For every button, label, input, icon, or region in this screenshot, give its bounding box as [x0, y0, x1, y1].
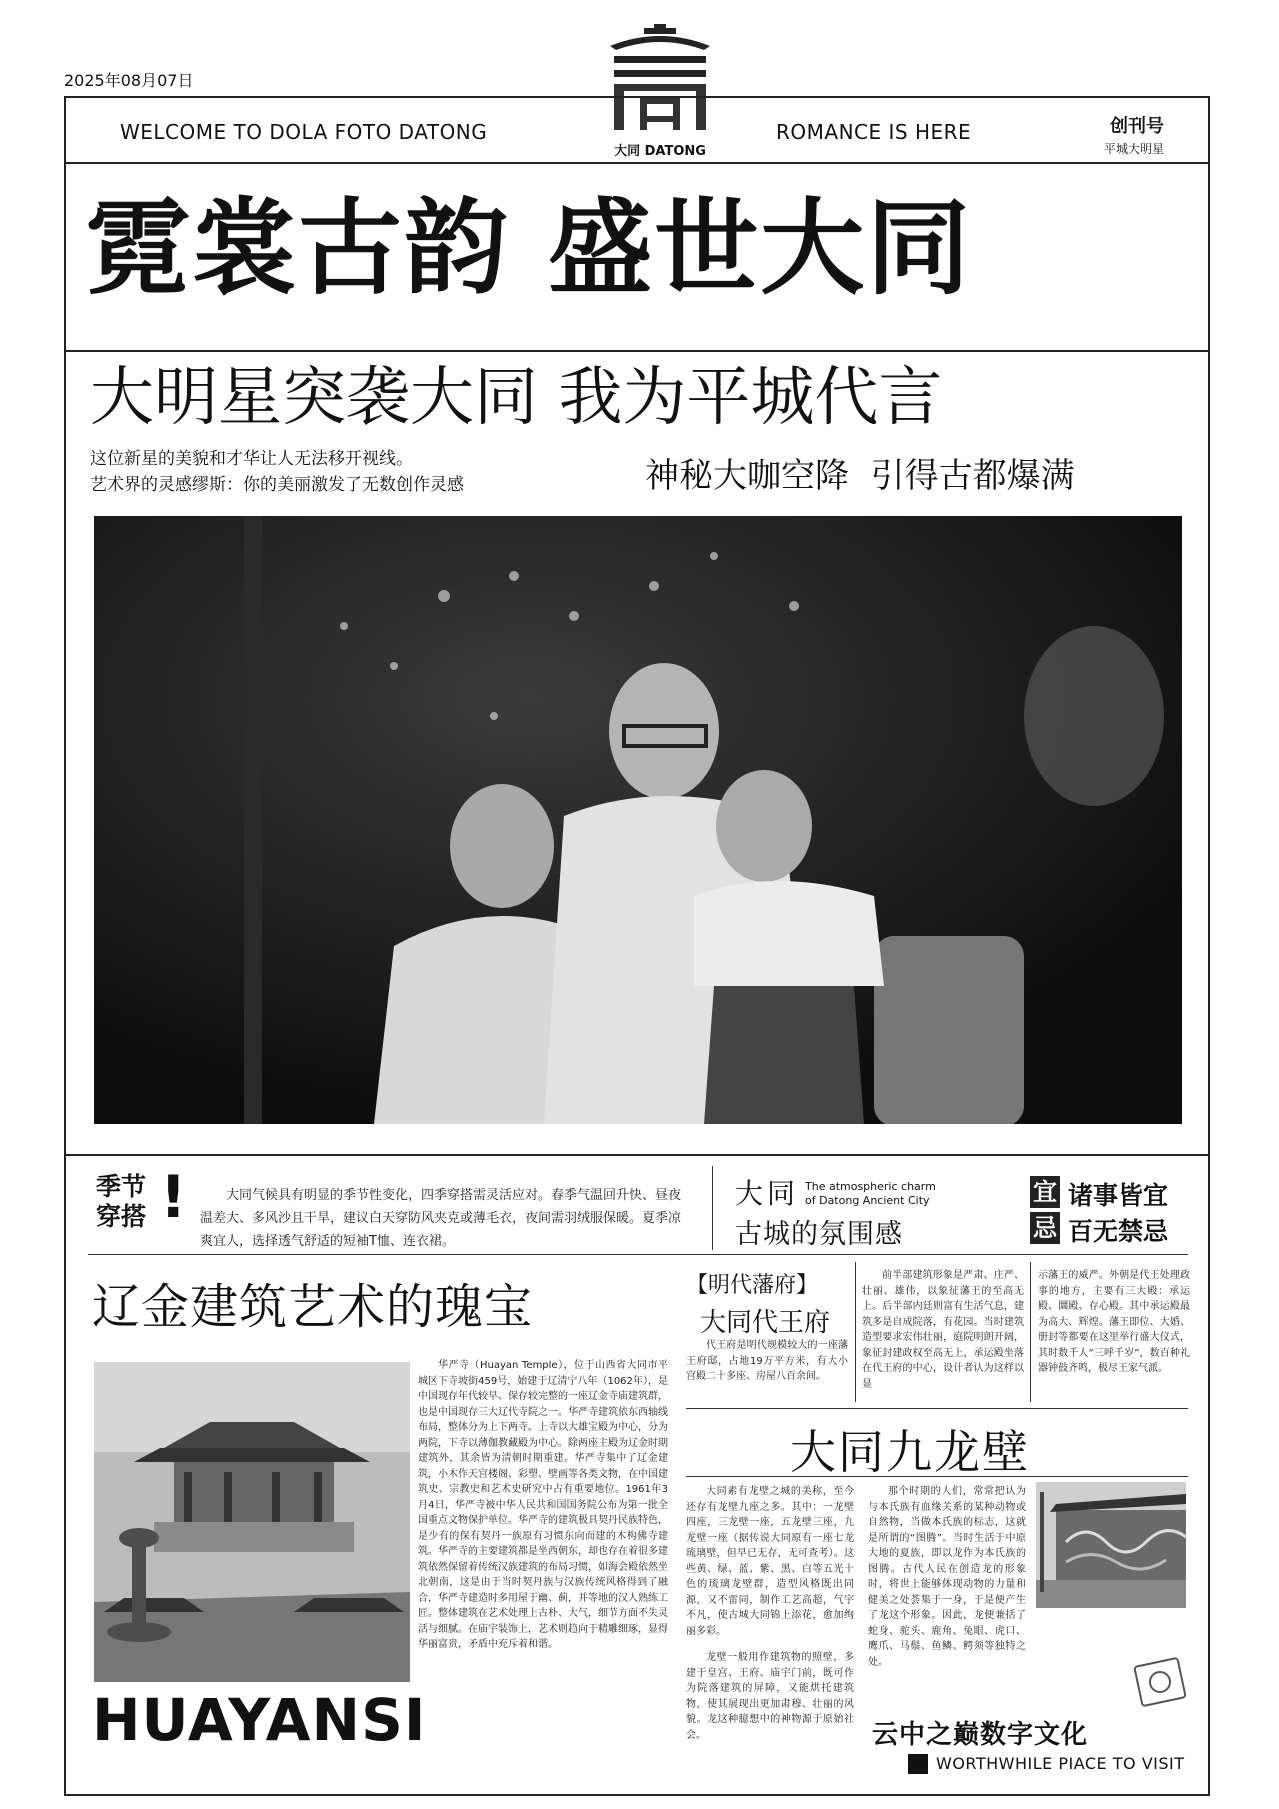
luck-line-1: 诸事皆宜 [1068, 1181, 1169, 1210]
footer-slogan: WORTHWHILE PIACE TO VISIT [936, 1754, 1185, 1773]
footer-brand: 云中之巅数字文化 [872, 1720, 1089, 1750]
season-title-1: 季节 [96, 1172, 147, 1201]
jiulong-text-1: 大同素有龙壁之城的美称，至今还存有龙壁九座之多。其中：一龙壁四座，三龙壁一座，五龙壁三座，九龙壁一座（据传说大同原有一座七龙琉璃壁，但早已无存，无可查考）。这些黄、绿、蓝、紫、黑、白等五光十色的琉璃龙壁群，造型风格既出同源，又不雷同，制作工艺高超，气宇不凡，使古城大同锦上添花，愈加绚丽多彩。 [686, 1486, 854, 1637]
luck-line-2: 百无禁忌 [1068, 1217, 1169, 1246]
divider-mingdai-2 [1030, 1262, 1031, 1402]
stamp-icon [1130, 1652, 1190, 1712]
masthead-left: WELCOME TO DOLA FOTO DATONG [120, 120, 488, 144]
mingdai-text-3: 示藩王的威严。外朝是代王处理政事的地方，主要有三大殿：承运殿、圜殿、存心殿。其中承运殿最为高大、辉煌。藩王即位、大婚、册封等都要在这里举行盛大仪式，其时数千人“三呼千岁”，数百种礼器钟鼓齐鸣，极尽王家气派。 [1038, 1270, 1190, 1374]
divider-atmo [712, 1166, 713, 1250]
jiulong-text-2: 龙壁一般用作建筑物的照壁，多建于皇宫、王府、庙宇门前，既可作为院落建筑的屏障，又能烘托建筑物，使其展现出更加肃穆、壮丽的风貌。龙这种臆想中的神物源于原始社会。 [686, 1652, 854, 1741]
sub-headline: 大明星突袭大同 我为平城代言 [90, 361, 943, 435]
atmo-en-2: of Datong Ancient City [805, 1194, 930, 1207]
huayansi-caption: HUAYANSI [92, 1686, 427, 1754]
jiulong-title-rule [686, 1476, 1188, 1477]
jiulong-text-3: 那个时期的人们，常常把认为与本氏族有血缘关系的某种动物或自然物，当做本氏族的标志，这就是所谓的“图腾”。当时生活于中原大地的夏族，即以龙作为本氏族的图腾。古代人民在创造龙的形象时，将世上能够体现动物的力量和健美之处荟集于一身，于是便产生了龙这个形象。因此，龙便兼括了蛇身、驼头、鹿角、兔眼、虎口、鹰爪、马鬃、鱼鳞、鳄须等独特之处。 [868, 1486, 1026, 1668]
huayansi-photo [94, 1362, 410, 1682]
footer-square-icon [908, 1754, 928, 1774]
atmo-title-2: 古城的氛围感 [735, 1219, 903, 1250]
mingdai-text-1: 代王府是明代规模较大的一座藩王府邸，占地19万平方米，有大小宫殿二十多座、房屋八百余间。 [686, 1340, 848, 1382]
mid-rule [88, 1254, 1188, 1255]
season-text: 大同气候具有明显的季节性变化，四季穿搭需灵活应对。春季气温回升快、昼夜温差大、多风沙且干旱，建议白天穿防风夹克或薄毛衣，夜间需羽绒服保暖。夏季凉爽宜人，选择透气舒适的短袖T恤、连衣裙。 [200, 1188, 682, 1249]
mingdai-text-2: 前半部建筑形象是严肃、庄严、壮丽、雄伟，以象征藩王的至高无上。后半部内廷则富有生活气息，建筑多是自成院落，有花园。当时建筑造型要求宏伟壮丽，庭院明朗开阔，象征封建政权至高无上，承运殿坐落在代王府的中心，设计者认为这样以显 [862, 1270, 1024, 1390]
season-exclamation: ! [160, 1163, 187, 1231]
masthead-right: ROMANCE IS HERE [776, 120, 972, 144]
jiulong-title: 大同九龙壁 [790, 1425, 1030, 1479]
headline-rule [64, 350, 1210, 352]
tagline-right: 神秘大咖空降 引得古都爆满 [645, 456, 1075, 496]
divider-mingdai-1 [855, 1262, 856, 1402]
masthead-rule [64, 162, 1210, 164]
main-headline: 霓裳古韵 盛世大同 [86, 186, 973, 309]
yi-badge: 宜 [1030, 1176, 1060, 1208]
tagline-left-1: 这位新星的美貌和才华让人无法移开视线。 [90, 449, 413, 469]
ji-badge: 忌 [1030, 1212, 1060, 1244]
issue-date: 2025年08月07日 [64, 71, 194, 90]
liaojin-title: 辽金建筑艺术的瑰宝 [92, 1279, 534, 1335]
liaojin-text: 华严寺（Huayan Temple），位于山西省大同市平城区下寺坡街459号，始建于辽清宁八年（1062年），是中国现存年代较早、保存较完整的一座辽金寺庙建筑群，也是中国现存三大辽代寺院之一。华严寺建筑依东西轴线布局，整体分为上下两寺。上寺以大雄宝殿为中心，分为两院，下寺以薄伽教藏殿为中心。除两座主殿为辽金时期建筑外，其余皆为清朝时期重建。华严寺集中了辽金建筑，小木作天宫楼阁、彩塑、壁画等各类文物，在中国建筑史、宗教史和艺术史研究中占有重要地位。1961年3月4日，华严寺被中华人民共和国国务院公布为第一批全国重点文物保护单位。华严寺的建筑极具契丹民族特色，是少有的保有契丹一族原有习惯东向而建的木构佛寺建筑。华严寺的主要建筑都是坐西朝东，却也存在着很多建筑依然保留着传统汉族建筑的布局习惯，如海会殿依然坐北朝南，这是由于当时契丹族与汉族传统风格得到了融合，华严寺建造时多用屋于幽、蓟，并等地的汉人熟练工匠。整体建筑在艺术处理上古朴、大气，细节方面不失灵活与细腻。在庙宇装饰上，艺术则趋向于精雕细琢，显得华丽富贵，矛盾中充斥着和谐。 [418, 1360, 668, 1650]
atmo-title-1: 大同 [735, 1177, 800, 1210]
logo-text: 大同 DATONG [614, 144, 706, 159]
atmo-en-1: The atmospheric charm [805, 1180, 936, 1193]
jiulong-photo [1036, 1482, 1186, 1608]
family-photo [94, 516, 1182, 1124]
issue-label: 创刊号 [1110, 116, 1164, 137]
issue-sub: 平城大明星 [1104, 142, 1165, 156]
mingdai-tag: 【明代藩府】 [686, 1273, 819, 1298]
jiulong-rule [686, 1408, 1188, 1409]
tagline-left-2: 艺术界的灵感缪斯：你的美丽激发了无数创作灵感 [90, 475, 464, 495]
season-title-2: 穿搭 [96, 1202, 147, 1231]
photo-bottom-rule [64, 1154, 1210, 1156]
mingdai-title: 大同代王府 [700, 1308, 831, 1338]
